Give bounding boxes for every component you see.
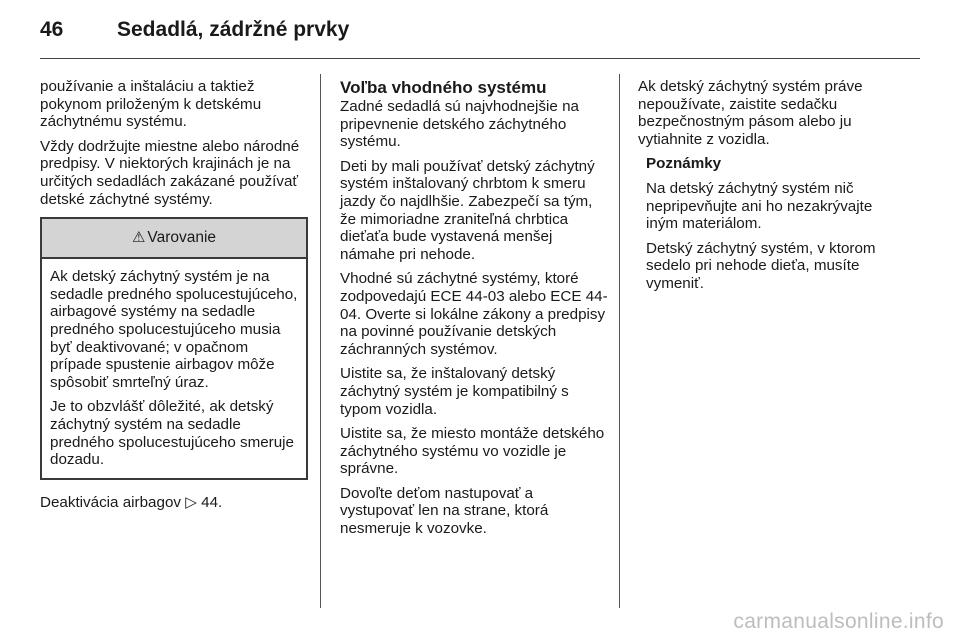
note-title: Poznámky [646, 155, 722, 173]
note-paragraph: Na detský záchytný systém nič nepripevňujte ani ho nezakrývajte iným materiálom. [646, 179, 873, 233]
cross-reference [40, 494, 308, 512]
warning-triangle-icon: ⚠ [131, 229, 146, 247]
page-ref-arrow-icon: ▷ [185, 493, 197, 511]
warning-box [40, 217, 308, 480]
paragraph: Uistite sa, že inštalovaný detský záchytný systém je kompatibilný s typom vozidla. [340, 365, 569, 418]
column-divider-2 [619, 74, 620, 608]
warning-paragraph: Je to obzvlášť dôležité, ak detský záchytný systém na sedadle predného spolucestujúceho smeruje dozadu. [50, 398, 295, 469]
header-divider [40, 58, 920, 59]
paragraph: Deti by mali používať detský záchytný systém inštalovaný chrbtom k smeru jazdy čo najdlhšie. Zabezpečí sa tým, že mimoriadne zraniteľná chrbtica dieťaťa bude vystavená menšej námahe pri nehode. [340, 157, 595, 263]
paragraph: Ak detský záchytný systém práve nepoužívate, zaistite sedačku bezpečnostným pásom alebo ju vytiahnite z vozidla. [638, 78, 863, 148]
cross-reference-page[interactable]: 44. [201, 493, 223, 511]
note-paragraph: Detský záchytný systém, v ktorom sedelo pri nehode dieťa, musíte vymeniť. [646, 239, 876, 292]
warning-title: Varovanie [147, 229, 217, 247]
paragraph: Vhodné sú záchytné systémy, ktoré zodpovedajú ECE 44-03 alebo ECE 44-04. Overte si lokálne zákony a predpisy na povinné používanie detských záchranných systémov. [340, 270, 608, 358]
paragraph: Zadné sedadlá sú najvhodnejšie na pripevnenie detského záchytného systému. [340, 98, 579, 151]
column-2 [340, 78, 608, 545]
column-1 [40, 78, 308, 518]
warning-body [42, 259, 306, 478]
warning-paragraph: Ak detský záchytný systém je na sedadle predného spolucestujúceho, airbagové systémy na sedadle predného spolucestujúceho musia byť deaktivované; v opačnom prípade spustenie airbagov môže spôsobiť smrteľný úraz. [50, 268, 298, 391]
page-number: 46 [40, 18, 64, 41]
paragraph: používanie a inštaláciu a taktiež pokynom priloženým k detskému záchytnému systému. [40, 78, 262, 131]
paragraph: Uistite sa, že miesto montáže detského záchytného systému vo vozidle je správne. [340, 425, 605, 478]
section-title: Voľba vhodného systému [340, 78, 547, 97]
note-block [638, 155, 900, 292]
warning-header [42, 219, 306, 259]
page-header [40, 18, 349, 48]
paragraph: Vždy dodržujte miestne alebo národné predpisy. V niektorých krajinách je na určitých sedadlách zakázané používať detské záchytné systémy. [40, 137, 300, 208]
chapter-title: Sedadlá, zádržné prvky [117, 18, 350, 41]
cross-reference-text: Deaktivácia airbagov [40, 493, 181, 511]
column-3 [638, 78, 900, 300]
watermark: carmanualsonline.info [733, 610, 944, 633]
paragraph: Dovoľte deťom nastupovať a vystupovať len na strane, ktorá nesmeruje k vozovke. [340, 484, 549, 538]
column-divider-1 [320, 74, 321, 608]
